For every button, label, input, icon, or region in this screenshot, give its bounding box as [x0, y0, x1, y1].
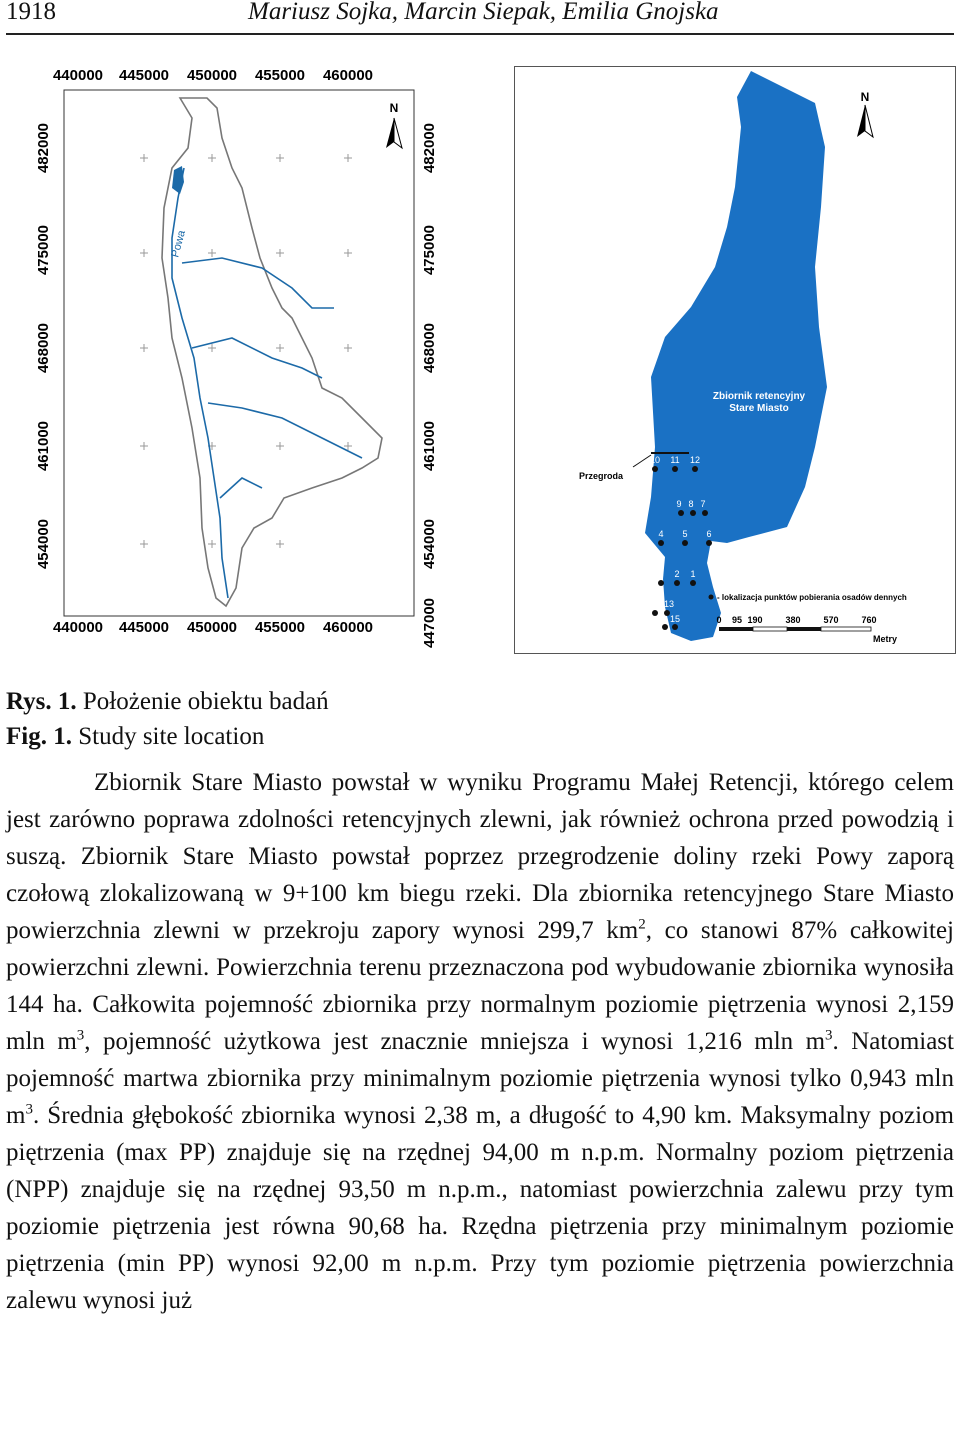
- superscript: 3: [825, 1027, 833, 1044]
- y-tick-right: 482000: [421, 122, 438, 174]
- point-label: 15: [669, 614, 681, 624]
- grid-crosses: [140, 154, 352, 548]
- point-label: 5: [682, 529, 688, 539]
- reservoir-label: Stare Miasto: [729, 403, 789, 414]
- legend-text: - lokalizacja punktów pobierania osadów dennych: [717, 593, 907, 602]
- y-tick-right: 468000: [421, 322, 438, 374]
- x-tick-bottom: 455000: [254, 619, 306, 636]
- point-label: 6: [706, 529, 712, 539]
- caption-pl: [6, 684, 329, 719]
- reservoir-map: [514, 66, 956, 654]
- sampling-point: [672, 466, 678, 472]
- point-label: 4: [658, 529, 664, 539]
- caption-en: [6, 719, 329, 754]
- reservoir-label: Zbiornik retencyjny: [712, 391, 806, 402]
- body-paragraph: [6, 764, 954, 1319]
- running-authors: Mariusz Sojka, Marcin Siepak, Emilia Gnojska: [248, 0, 719, 25]
- sampling-point: [658, 540, 664, 546]
- page-header: [6, 0, 954, 30]
- north-arrow-icon: [386, 118, 402, 148]
- x-tick-top: 450000: [186, 67, 238, 84]
- sampling-point: [678, 510, 684, 516]
- x-tick-top: 445000: [118, 67, 170, 84]
- caption-en-label: Fig. 1.: [6, 723, 72, 750]
- point-label: 3: [658, 569, 664, 579]
- scale-tick: 95: [731, 615, 743, 625]
- header-rule: [6, 33, 954, 35]
- body-text-segment: . Średnia głębokość zbiornika wynosi 2,38 m, a długość to 4,90 km. Maksymalny poziom piętrzenia (max PP) znajduje się na rzędnej 94,00 m n.p.m. Normalny poziom piętrzenia (NPP) znajduje się na rzędnej 93,50 m n.p.m., natomiast powierzchnia zalewu przy tym poziomie piętrzenia jest równa 90,68 ha. Rzędna piętrzenia przy minimalnym poziomie piętrzenia (min PP) wynosi 92,00 m n.p.m. Przy tym poziomie piętrzenia powierzchnia zalewu wynosi już: [6, 1102, 954, 1314]
- scale-tick: 760: [861, 615, 877, 625]
- sampling-point: [674, 580, 680, 586]
- sampling-point: [692, 466, 698, 472]
- scale-bar: [719, 627, 871, 631]
- sampling-point: [658, 580, 664, 586]
- river-network: [172, 168, 362, 598]
- x-tick-bottom: 445000: [118, 619, 170, 636]
- point-label: 9: [676, 499, 682, 509]
- point-label: 13: [663, 599, 675, 609]
- point-label: 2: [674, 569, 680, 579]
- scale-tick: 570: [823, 615, 839, 625]
- superscript: 2: [638, 916, 646, 933]
- y-tick-right: 461000: [421, 420, 438, 472]
- x-tick-top: 440000: [52, 67, 104, 84]
- figure-captions: [6, 684, 329, 754]
- page-number: 1918: [6, 0, 56, 25]
- catchment-map: [22, 58, 492, 658]
- point-label: 8: [688, 499, 694, 509]
- point-label: 12: [689, 455, 701, 465]
- scale-unit: Metry: [872, 634, 898, 644]
- superscript: 3: [25, 1101, 33, 1118]
- dam-leader: [633, 455, 651, 467]
- dam-label: Przegroda: [579, 471, 624, 481]
- reservoir-outline: [172, 166, 184, 194]
- x-tick-top: 460000: [322, 67, 374, 84]
- superscript: 3: [76, 1027, 85, 1044]
- scale-tick: 380: [785, 615, 801, 625]
- point-label: 1: [690, 569, 696, 579]
- body-text-segment: . Natomiast pojemność martwa zbiornika przy minimalnym poziomie piętrzenia wynosi tylko 0,943 mln m: [6, 1028, 954, 1129]
- point-label: 10: [649, 455, 661, 465]
- y-tick-right: 447000: [421, 597, 438, 649]
- scale-tick: 190: [747, 615, 763, 625]
- sampling-point: [702, 510, 708, 516]
- point-label: 16: [645, 599, 657, 609]
- body-text-segment: Zbiornik Stare Miasto powstał w wyniku Programu Małej Retencji, którego celem jest zarówno poprawa zdolności retencyjnych zlewni, jak również ochrona przed powodzią i suszą. Zbiornik Stare Miasto powstał poprzez przegrodzenie doliny rzeki Powy zaporą czołową zlokalizowaną w 9+100 km biegu rzeki. Dla zbiornika retencyjnego Stare Miasto powierzchnia zlewni w przekroju zapory wynosi 299,7 km: [6, 769, 954, 944]
- body-text-segment: , pojemność użytkowa jest znacznie mniejsza i wynosi 1,216 mln m: [84, 1028, 826, 1055]
- point-label: 11: [670, 455, 680, 465]
- y-tick-right: 475000: [421, 224, 438, 276]
- sampling-point: [690, 510, 696, 516]
- caption-pl-text: Położenie obiektu badań: [82, 688, 329, 715]
- point-label: 7: [700, 499, 706, 509]
- x-tick-bottom: 460000: [322, 619, 374, 636]
- catchment-map-svg: [22, 58, 492, 658]
- north-arrow-icon: [857, 105, 873, 137]
- y-tick-left: 461000: [35, 420, 52, 472]
- scale-tick: 0: [716, 615, 722, 625]
- sampling-point: [672, 624, 678, 630]
- x-tick-bottom: 440000: [52, 619, 104, 636]
- sampling-point: [652, 466, 658, 472]
- y-tick-right: 454000: [421, 518, 438, 570]
- y-tick-left: 482000: [35, 122, 52, 174]
- north-label: N: [389, 101, 399, 115]
- legend-point: [709, 595, 714, 600]
- sampling-point: [690, 580, 696, 586]
- y-tick-left: 454000: [35, 518, 52, 570]
- x-tick-bottom: 450000: [186, 619, 238, 636]
- north-label: N: [860, 90, 870, 104]
- map-frame: [64, 90, 414, 616]
- reservoir-map-svg: [515, 67, 955, 653]
- y-tick-left: 475000: [35, 224, 52, 276]
- x-tick-top: 455000: [254, 67, 306, 84]
- sampling-point: [682, 540, 688, 546]
- sampling-point: [662, 624, 668, 630]
- caption-pl-label: Rys. 1.: [6, 688, 77, 715]
- catchment-boundary: [162, 98, 382, 606]
- y-tick-left: 468000: [35, 322, 52, 374]
- point-label: 14: [655, 614, 667, 624]
- sampling-point: [706, 540, 712, 546]
- caption-en-text: Study site location: [78, 723, 265, 750]
- reservoir-shape: [645, 71, 827, 641]
- body-text-segment: , co stanowi 87% całkowitej powierzchni zlewni. Powierzchnia terenu przeznaczona pod wybudowanie zbiornika wynosiła 144 ha. Całkowita pojemność zbiornika przy normalnym poziomie piętrzenia wynosi 2,159 mln m: [6, 917, 954, 1055]
- river-label: Powa: [169, 229, 189, 259]
